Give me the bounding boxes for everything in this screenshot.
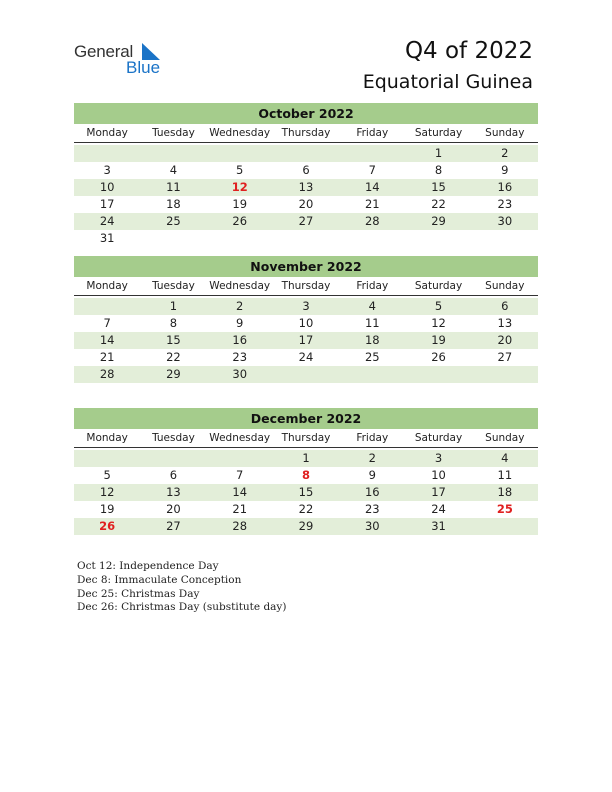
day-cell: 4 [501,451,509,465]
month-october [74,103,538,247]
holiday-day-cell: 26 [99,519,116,533]
logo-text-general: General [74,42,134,61]
weekday-label: Saturday [414,127,463,139]
day-cell: 24 [431,502,446,516]
day-cell: 14 [364,180,380,194]
day-cell: 20 [497,333,513,347]
day-cell [207,450,273,467]
day-cell: 15 [166,333,181,347]
day-cell: 9 [236,316,244,330]
day-cell: 24 [99,214,115,228]
day-cell: 21 [232,502,248,516]
day-cell: 10 [99,180,115,194]
weekday-label: Wednesday [209,432,271,444]
month-title: December 2022 [74,408,538,429]
weekday-label: Sunday [485,280,525,292]
day-cell: 13 [497,316,513,330]
weekday-label: Wednesday [209,127,271,139]
day-cell: 14 [99,333,115,347]
weekday-header-row [74,124,538,143]
weekday-label: Sunday [485,432,525,444]
day-cell: 6 [501,299,509,313]
day-cell: 28 [232,519,248,533]
day-cell [273,366,339,383]
day-cell: 11 [497,468,513,482]
weekday-label: Tuesday [152,127,195,139]
day-cell: 14 [232,485,248,499]
weekday-label: Thursday [281,127,331,139]
month-december [74,408,538,535]
day-cell: 4 [368,299,376,313]
week-row [74,450,538,467]
day-cell: 23 [364,502,380,516]
week-row [74,349,538,366]
day-cell [339,366,405,383]
day-cell: 28 [364,214,380,228]
holiday-note: Dec 8: Immaculate Conception [77,573,242,586]
day-cell: 13 [298,180,314,194]
week-row [74,230,538,247]
day-cell: 19 [232,197,248,211]
day-cell [472,366,538,383]
day-cell: 2 [368,451,376,465]
day-cell: 28 [99,367,115,381]
weekday-header-row [74,429,538,448]
day-cell: 3 [103,163,111,177]
day-cell [140,145,206,162]
day-cell: 15 [431,180,446,194]
day-cell: 6 [169,468,178,482]
day-cell [339,145,405,162]
holiday-note: Dec 26: Christmas Day (substitute day) [77,601,287,614]
weekday-label: Friday [356,127,389,139]
week-row [74,162,538,179]
day-cell: 7 [236,468,244,482]
day-cell: 19 [431,333,446,347]
day-cell: 5 [434,299,443,313]
day-cell: 7 [103,316,111,330]
day-cell: 11 [166,180,181,194]
day-cell [472,518,538,535]
weekday-label: Friday [356,432,389,444]
holiday-note: Oct 12: Independence Day [77,560,219,572]
week-row [74,315,538,332]
day-cell: 16 [497,180,513,194]
day-cell [273,230,339,247]
day-cell: 30 [364,519,380,533]
day-cell: 2 [501,146,509,160]
weekday-label: Friday [356,280,389,292]
day-cell: 19 [99,502,115,516]
day-cell: 26 [232,214,248,228]
day-cell: 24 [298,350,314,364]
day-cell: 9 [501,163,509,177]
day-cell [273,145,339,162]
day-cell [140,230,206,247]
day-cell: 16 [364,485,380,499]
weekday-label: Tuesday [152,432,195,444]
day-cell: 27 [497,350,513,364]
weekday-label: Thursday [281,432,331,444]
day-cell [405,366,471,383]
week-row [74,332,538,349]
day-cell [140,450,206,467]
day-cell: 1 [434,146,443,160]
day-cell: 15 [298,485,314,499]
holiday-day-cell: 8 [301,468,310,482]
day-cell: 16 [232,333,248,347]
weekday-label: Monday [86,280,128,292]
day-cell: 21 [99,350,115,364]
weekday-header-row [74,277,538,296]
day-cell: 31 [431,519,446,533]
weekday-label: Wednesday [209,280,271,292]
holiday-day-cell: 25 [496,502,513,516]
day-cell: 20 [166,502,181,516]
day-cell: 17 [99,197,115,211]
day-cell: 17 [298,333,314,347]
day-cell: 29 [298,519,314,533]
weekday-label: Saturday [414,280,463,292]
week-row [74,213,538,230]
day-cell [74,450,140,467]
day-cell: 29 [431,214,446,228]
day-cell: 23 [232,350,248,364]
day-cell [74,298,140,315]
day-cell: 11 [364,316,380,330]
day-cell: 5 [236,163,244,177]
week-row [74,196,538,213]
day-cell: 3 [434,451,443,465]
day-cell [339,230,405,247]
day-cell: 22 [431,197,446,211]
weekday-label: Tuesday [152,280,195,292]
day-cell: 6 [302,163,310,177]
day-cell: 10 [298,316,314,330]
week-row [74,518,538,535]
week-row [74,501,538,518]
day-cell [207,145,273,162]
day-cell: 26 [431,350,446,364]
day-cell: 7 [368,163,376,177]
week-row [74,366,538,383]
day-cell: 31 [99,231,115,245]
page-subtitle: Equatorial Guinea [362,71,533,93]
month-title: October 2022 [74,103,538,124]
day-cell: 8 [169,316,178,330]
day-cell: 18 [364,333,380,347]
weekday-label: Sunday [485,127,525,139]
day-cell: 8 [434,163,443,177]
holiday-notes [77,560,286,615]
month-title: November 2022 [74,256,538,277]
page-title: Q4 of 2022 [404,38,533,64]
day-cell [405,230,471,247]
weekday-label: Monday [86,432,128,444]
day-cell: 12 [99,485,115,499]
day-cell: 18 [166,197,181,211]
logo-text-blue: Blue [126,58,161,77]
day-cell: 30 [232,367,248,381]
holiday-day-cell: 12 [231,180,248,194]
week-row [74,145,538,162]
weekday-label: Monday [86,127,128,139]
week-row [74,179,538,196]
day-cell: 17 [431,485,446,499]
day-cell: 12 [431,316,446,330]
week-row [74,467,538,484]
weekday-label: Saturday [414,432,463,444]
day-cell: 27 [298,214,314,228]
day-cell: 23 [497,197,513,211]
holiday-note: Dec 25: Christmas Day [77,587,200,600]
day-cell: 5 [103,468,111,482]
day-cell: 2 [236,299,244,313]
day-cell: 10 [431,468,446,482]
day-cell: 27 [166,519,181,533]
day-cell [207,230,273,247]
brand-logo [74,42,184,82]
day-cell: 25 [364,350,380,364]
weekday-label: Thursday [281,280,331,292]
day-cell: 29 [166,367,181,381]
day-cell: 1 [302,451,310,465]
day-cell: 22 [298,502,314,516]
day-cell: 4 [169,163,178,177]
day-cell: 22 [166,350,181,364]
month-november [74,256,538,383]
day-cell: 30 [497,214,513,228]
day-cell [472,230,538,247]
day-cell: 9 [368,468,376,482]
week-row [74,298,538,315]
day-cell [74,145,140,162]
day-cell: 18 [497,485,513,499]
day-cell: 21 [364,197,380,211]
week-row [74,484,538,501]
day-cell: 20 [298,197,314,211]
day-cell: 3 [302,299,310,313]
day-cell: 13 [166,485,181,499]
day-cell: 1 [169,299,178,313]
day-cell: 25 [166,214,181,228]
